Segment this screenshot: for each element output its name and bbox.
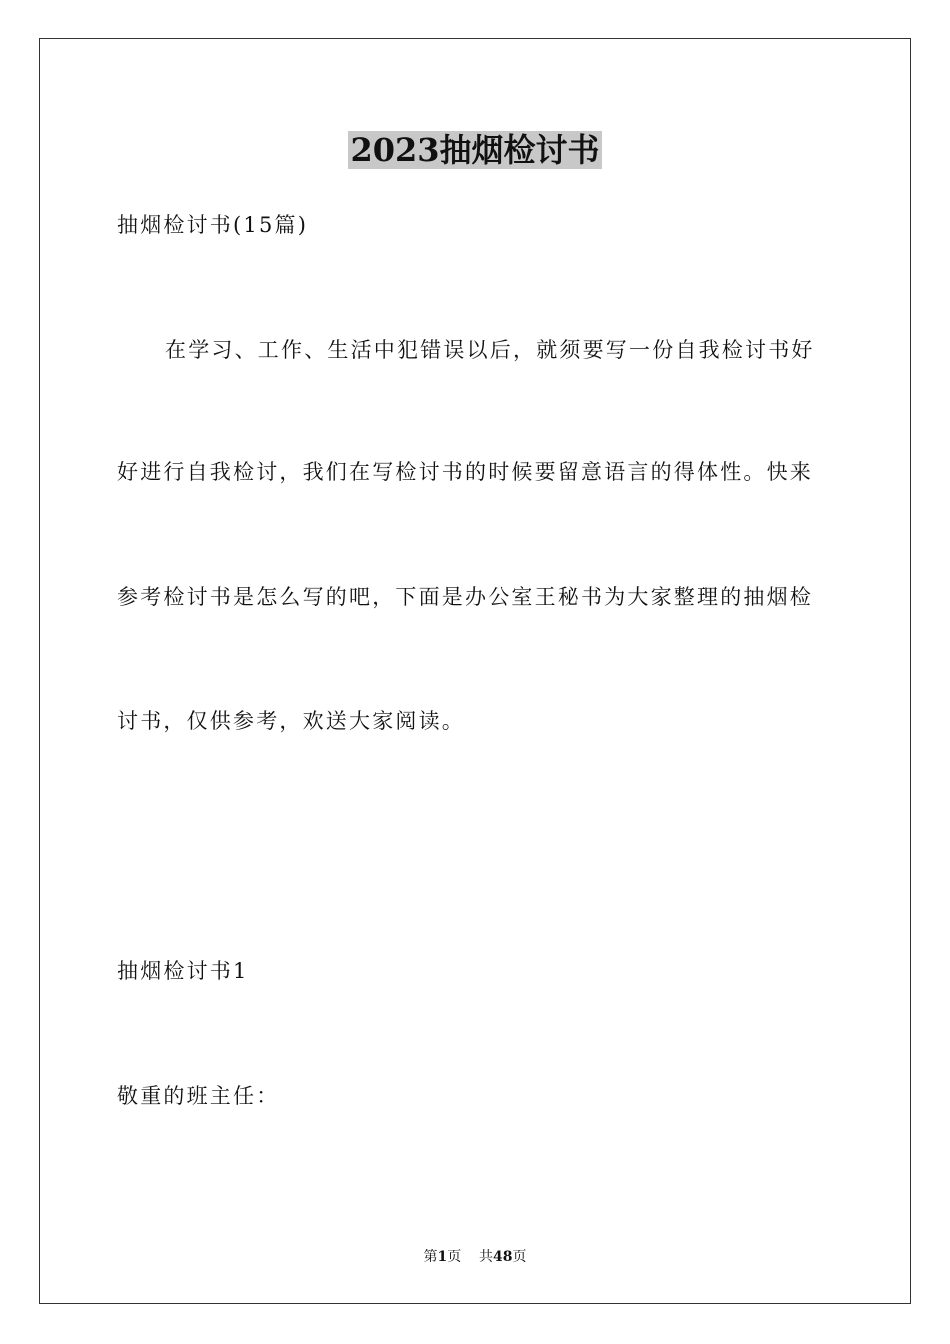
intro-line-2: 好进行自我检讨，我们在写检讨书的时候要留意语言的得体性。快来 [117,460,813,484]
footer-total-prefix: 共 [479,1249,494,1265]
intro-line-3: 参考检讨书是怎么写的吧，下面是办公室王秘书为大家整理的抽烟检 [117,585,813,609]
footer-total-suffix: 页 [512,1249,527,1265]
footer-page-suffix: 页 [447,1249,462,1265]
intro-line-4: 讨书，仅供参考，欢送大家阅读。 [117,709,465,733]
footer-total-pages: 48 [493,1249,513,1265]
document-subtitle: 抽烟检讨书(15篇) [117,213,309,237]
section-heading: 抽烟检讨书1 [117,959,249,983]
document-title-text: 2023抽烟检讨书 [350,131,600,169]
page-footer [0,1247,950,1267]
document-title [0,128,950,172]
footer-page-prefix: 第 [423,1249,438,1265]
footer-page-number: 1 [437,1249,448,1265]
intro-line-1: 在学习、工作、生活中犯错误以后，就须要写一份自我检讨书好 [165,338,815,362]
salutation: 敬重的班主任： [117,1084,280,1108]
